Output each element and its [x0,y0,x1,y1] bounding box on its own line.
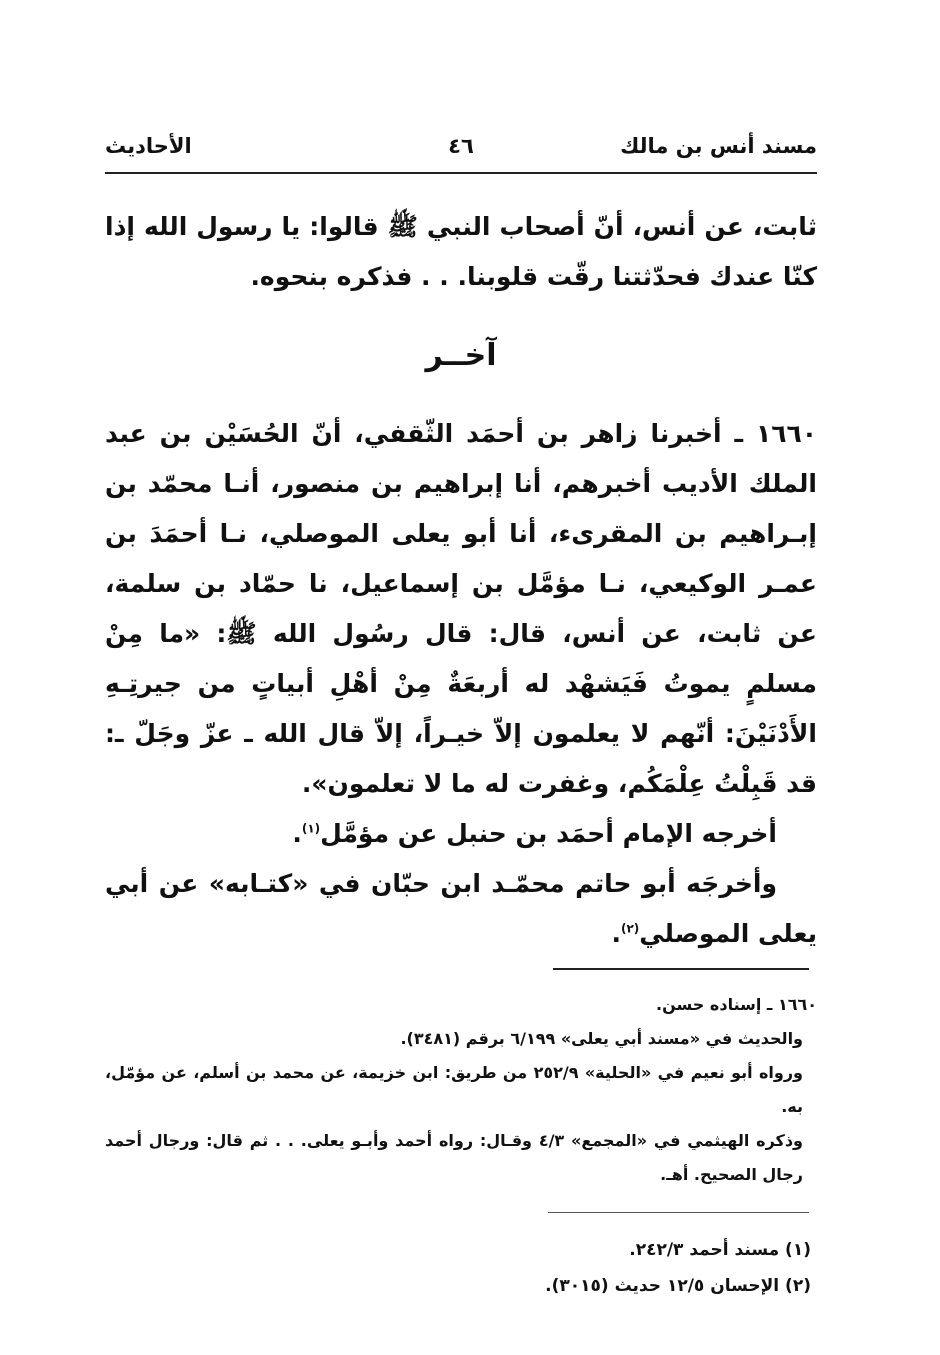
hadith-paragraph: ١٦٦٠ ـ أخبرنا زاهر بن أحمَد الثّقفي، أنّ الحُسَيْن بن عبد الملك الأديب أخبرهم، أنا إبراهيم بن منصور، أنـا محمّد بن إبـراهيم بن المقرىء، أنا أبو يعلى الموصلي، نـا أحمَدَ بن عمـر الوكيعي، نـا مؤمَّل بن إسماعيل، نا حمّاد بن سلمة، عن ثابت، عن أنس، قال: قال رسُول الله ﷺ: «ما مِنْ مسلمٍ يموتُ فَيَشهْد له أربعَةٌ مِنْ أهْلِ أبياتٍ من جيرتِـهِ الأَدْنَيْنَ: أنّهم لا يعلمون إلاّ خيـراً، إلاّ قال الله ـ عزّ وجَلّ ـ: قد قَبِلْتُ عِلْمَكُم، وغفرت له ما لا تعلمون». [105,419,817,798]
continued-paragraph: ثابت، عن أنس، أنّ أصحاب النبي ﷺ قالوا: يا رسول الله إذا كنّا عندك فحدّثتنا رقّت قلوبنا. . . فذكره بنحوه. [105,212,817,291]
footnote-ref-2: (٢) [620,921,640,936]
editor-notes [105,988,817,1192]
section-heading: آخــر [425,338,497,373]
book-title: مسند أنس بن مالك [620,134,817,158]
hadith-block [105,409,817,959]
footnote-1: (١) مسند أحمد ٢٤٢/٣. [629,1240,811,1260]
footnotes [105,1232,817,1304]
takhrij-paragraph-2: وأخرجَه أبو حاتم محمّـد ابن حبّان في «كتـابه» عن أبي يعلى الموصلي$^{(٢)}$. [105,869,817,948]
continued-text-block [105,202,817,302]
takhrij-paragraph-1: أخرجه الإمام أحمَد بن حنبل عن مؤمَّل$^{(١)}$. [292,819,777,848]
section-name: الأحاديث [105,134,192,158]
note-line-4: وذكره الهيثمي في «المجمع» ٤/٣ وقـال: رواه أحمد وأبـو يعلى. . . ثم قال: ورجال أحمد رجال الصحيح. أهـ. [105,1131,803,1184]
running-header [105,134,817,174]
takhrij-2-text: وأخرجَه أبو حاتم محمّـد ابن حبّان في «كتـابه» عن أبي يعلى الموصلي [105,869,817,948]
note-line-3: ورواه أبو نعيم في «الحلية» ٢٥٢/٩ من طريق: ابن خزيمة، عن محمد بن أسلم، عن مؤمّل، به. [105,1063,803,1116]
footnote-ref-1: (١) [301,821,321,836]
note-line-2: والحديث في «مسند أبي يعلى» ٦/١٩٩ برقم (٣٤٨١). [400,1029,803,1048]
footnote-2: (٢) الإحسان ١٢/٥ حديث (٣٠١٥). [545,1276,811,1296]
note-grading: ١٦٦٠ ـ إسناده حسن. [656,995,817,1014]
takhrij-1-text: أخرجه الإمام أحمَد بن حنبل عن مؤمَّل [320,819,777,848]
footnotes-divider [548,1212,809,1213]
notes-divider [553,968,809,970]
page-number: ٤٦ [448,134,474,158]
